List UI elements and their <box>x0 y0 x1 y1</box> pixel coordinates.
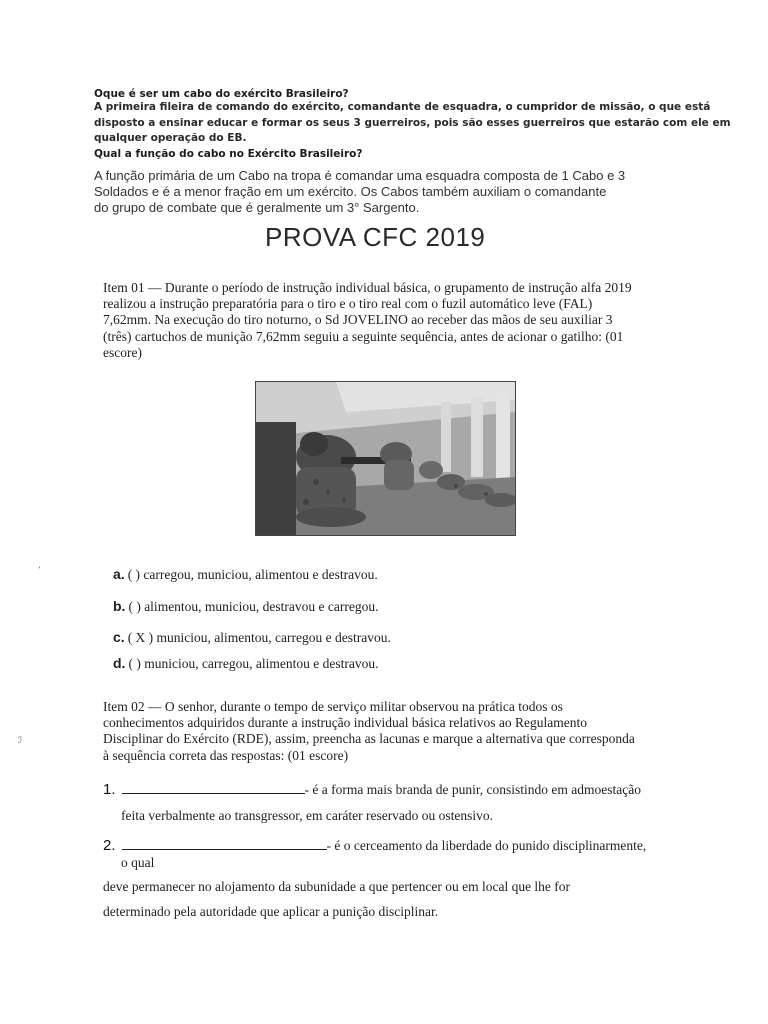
intro-answer-1-line: A primeira fileira de comando do exército, comandante de esquadra, o cumpridor de missão, o que está <box>94 101 711 113</box>
answer-blank[interactable] <box>122 782 305 794</box>
item-01-line: (três) cartuchos de munição 7,62mm seguiu a seguinte sequência, antes de acionar o gatilho: (01 <box>103 328 624 344</box>
fill-in-text: - é o cerceamento da liberdade do punido disciplinarmente, <box>326 838 647 853</box>
item-01-line: Item 01 — Durante o período de instrução individual básica, o grupamento de instrução alfa 2019 <box>103 280 632 295</box>
scan-mark: ℐ <box>18 736 23 746</box>
item-01-line: realizou a instrução preparatória para o tiro e o tiro real com o fuzil automático leve (FAL) <box>103 296 593 312</box>
shooting-range-photo <box>255 381 516 536</box>
intro-answer-2-line: do grupo de combate que é geralmente um 3° Sargento. <box>94 200 420 215</box>
option-text: ( ) alimentou, municiou, destravou e carregou. <box>128 599 379 614</box>
fill-in-2-continuation: deve permanecer no alojamento da subunidade a que pertencer ou em local que lhe for <box>103 879 571 894</box>
item-02-statement <box>103 699 635 764</box>
intro-answer-2-line: Soldados e é a menor fração em um exército. Os Cabos também auxiliam o comandante <box>94 184 607 199</box>
item-01-statement <box>103 280 632 361</box>
fill-in-number: 2. <box>103 837 116 854</box>
item-02-line: Disciplinar do Exército (RDE), assim, preencha as lacunas e marque a alternativa que corresponda <box>103 731 635 747</box>
item-01-option-c[interactable] <box>113 629 391 646</box>
item-01-line: 7,62mm. Na execução do tiro noturno, o Sd JOVELINO ao receber das mãos de seu auxiliar 3 <box>103 312 613 328</box>
fill-in-text: - é a forma mais branda de punir, consistindo em admoestação <box>304 782 641 797</box>
item-02-line: à sequência correta das respostas: (01 escore) <box>103 747 349 763</box>
item-01-option-a[interactable] <box>113 566 378 583</box>
fill-in-2-continuation: o qual <box>121 855 155 870</box>
item-01-option-b[interactable] <box>113 598 379 615</box>
fill-in-2-continuation: determinado pela autoridade que aplicar a punição disciplinar. <box>103 904 439 919</box>
fill-in-1 <box>103 781 641 799</box>
item-01-line: escore) <box>103 344 142 360</box>
intro-answer-1 <box>94 100 731 147</box>
item-02-line: Item 02 — O senhor, durante o tempo de serviço militar observou na prática todos os <box>103 699 563 714</box>
fill-in-number: 1. <box>103 781 116 798</box>
option-text: ( X ) municiou, alimentou, carregou e destravou. <box>127 630 391 645</box>
answer-blank[interactable] <box>122 838 327 850</box>
scan-mark: ʼ <box>38 566 41 576</box>
intro-answer-1-line: qualquer operação do EB. <box>94 132 247 144</box>
shooting-range-illustration <box>256 382 515 535</box>
intro-question-1: Oque é ser um cabo do exército Brasileiro? <box>94 88 349 100</box>
option-letter: a. <box>113 566 125 582</box>
option-letter: d. <box>113 655 126 671</box>
fill-in-2 <box>103 837 646 855</box>
option-text: ( ) municiou, carregou, alimentou e destravou. <box>128 656 379 671</box>
intro-answer-1-line: disposto a ensinar educar e formar os seus 3 guerreiros, pois são esses guerreiros que estarão com ele em <box>94 116 731 129</box>
item-02-line: conhecimentos adquiridos durante a instrução individual básica relativos ao Regulamento <box>103 715 587 731</box>
option-letter: c. <box>113 629 125 645</box>
intro-answer-2-line: A função primária de um Cabo na tropa é comandar uma esquadra composta de 1 Cabo e 3 <box>94 168 626 183</box>
intro-answer-2 <box>94 168 625 216</box>
fill-in-1-continuation: feita verbalmente ao transgressor, em caráter reservado ou ostensivo. <box>121 808 494 823</box>
intro-question-2: Qual a função do cabo no Exército Brasileiro? <box>94 148 363 160</box>
option-letter: b. <box>113 598 126 614</box>
option-text: ( ) carregou, municiou, alimentou e destravou. <box>127 567 378 582</box>
exam-title: PROVA CFC 2019 <box>265 222 486 252</box>
item-01-option-d[interactable] <box>113 655 379 672</box>
